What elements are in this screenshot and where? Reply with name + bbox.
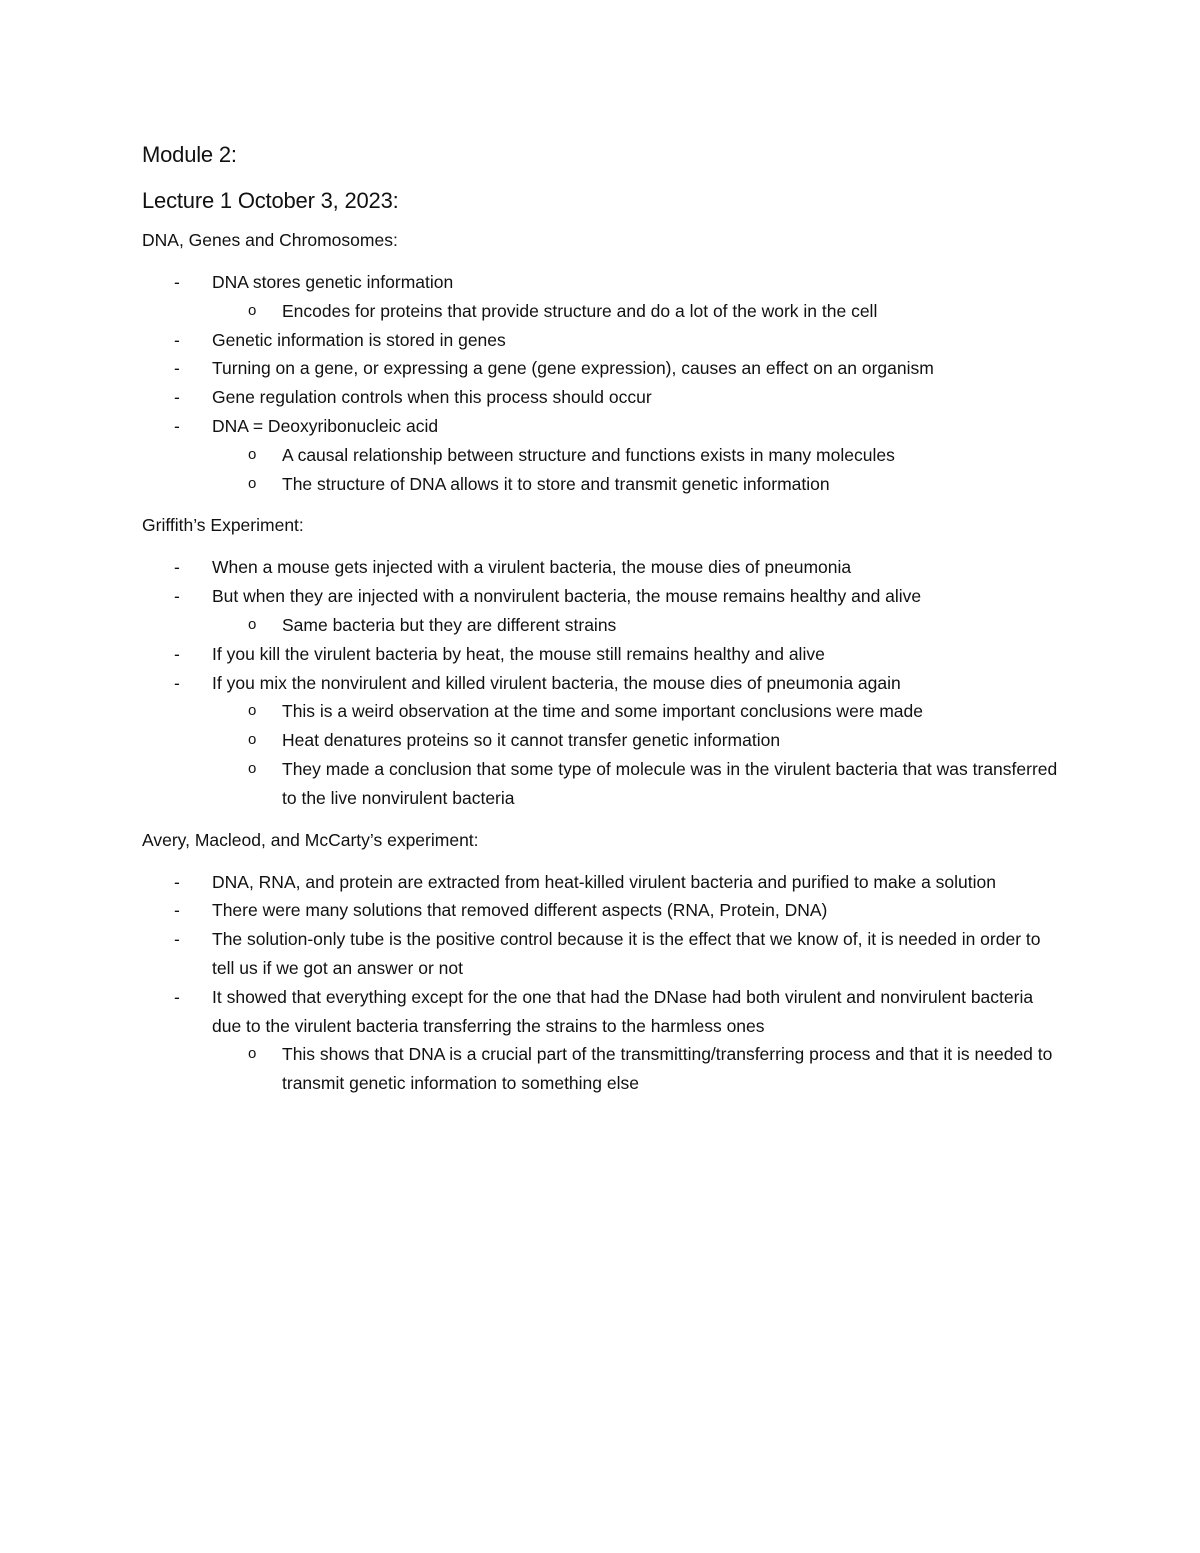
sub-list-item-text: Heat denatures proteins so it cannot transfer genetic information	[282, 730, 781, 751]
circle-bullet-icon: o	[248, 731, 257, 749]
circle-bullet-icon: o	[248, 445, 257, 463]
dash-bullet-icon: -	[174, 272, 180, 292]
list-item	[142, 868, 1062, 897]
list-item	[142, 268, 1062, 326]
dash-bullet-icon: -	[174, 643, 180, 664]
list-item	[142, 983, 1062, 1098]
bullet-list	[142, 868, 1062, 1098]
dash-bullet-icon: -	[174, 557, 180, 578]
dash-bullet-icon: -	[174, 929, 180, 950]
document-body	[142, 138, 1062, 1111]
section-heading: DNA, Genes and Chromosomes:	[142, 230, 398, 250]
section-heading: Avery, Macleod, and McCarty’s experiment:	[142, 829, 479, 850]
list-item-text: It showed that everything except for the one that had the DNase had both virulent and nonvirulent bacteria due to the virulent bacteria transferring the strains to the harmless ones	[212, 986, 1034, 1036]
list-item	[142, 896, 1062, 925]
module-title: Module 2:	[142, 142, 237, 167]
dash-bullet-icon: -	[174, 900, 180, 921]
sub-list-item	[142, 726, 1062, 755]
list-item-text: Turning on a gene, or expressing a gene (gene expression), causes an effect on an organism	[212, 358, 934, 379]
sub-list-item	[142, 697, 1062, 726]
list-item-text: DNA = Deoxyribonucleic acid	[212, 415, 439, 436]
sub-bullet-list	[212, 611, 1062, 640]
sub-list-item	[142, 611, 1062, 640]
sub-list-item-text: This is a weird observation at the time and some important conclusions were made	[282, 701, 923, 722]
circle-bullet-icon: o	[248, 474, 257, 492]
sub-list-item	[142, 297, 1062, 326]
section-heading: Griffith’s Experiment:	[142, 515, 304, 536]
circle-bullet-icon: o	[248, 1045, 257, 1063]
list-item-text: If you mix the nonvirulent and killed virulent bacteria, the mouse dies of pneumonia again	[212, 672, 901, 693]
sub-bullet-list	[212, 1040, 1062, 1098]
list-item-text: But when they are injected with a nonvirulent bacteria, the mouse remains healthy and alive	[212, 586, 922, 607]
sub-list-item-text: This shows that DNA is a crucial part of the transmitting/transferring process and that it is needed to transmit genetic information to something else	[282, 1044, 1053, 1094]
bullet-list	[142, 268, 1062, 498]
dash-bullet-icon: -	[174, 387, 180, 408]
list-item-text: Genetic information is stored in genes	[212, 329, 506, 350]
sub-list-item	[142, 1040, 1062, 1098]
list-item	[142, 640, 1062, 669]
sub-list-item	[142, 470, 1062, 499]
sub-list-item-text: Same bacteria but they are different strains	[282, 614, 617, 635]
sub-list-item-text: Encodes for proteins that provide structure and do a lot of the work in the cell	[282, 300, 878, 321]
list-item-text: DNA, RNA, and protein are extracted from heat-killed virulent bacteria and purified to make a solution	[212, 871, 997, 892]
list-item	[142, 354, 1062, 383]
list-item-text: If you kill the virulent bacteria by heat, the mouse still remains healthy and alive	[212, 643, 825, 664]
list-item	[142, 326, 1062, 355]
list-item-text: Gene regulation controls when this process should occur	[212, 387, 652, 408]
sub-list-item-text: They made a conclusion that some type of molecule was in the virulent bacteria that was transferred to the live nonvirulent bacteria	[282, 758, 1058, 808]
sub-list-item	[142, 755, 1062, 813]
list-item-text: When a mouse gets injected with a virulent bacteria, the mouse dies of pneumonia	[212, 557, 852, 578]
sub-bullet-list	[212, 697, 1062, 812]
dash-bullet-icon: -	[174, 358, 180, 379]
list-item-text: DNA stores genetic information	[212, 272, 454, 292]
sub-bullet-list	[212, 441, 1062, 499]
dash-bullet-icon: -	[174, 329, 180, 350]
sub-list-item-text: The structure of DNA allows it to store and transmit genetic information	[282, 473, 830, 494]
dash-bullet-icon: -	[174, 415, 180, 436]
lecture-title: Lecture 1 October 3, 2023:	[142, 188, 399, 213]
list-item	[142, 669, 1062, 813]
sub-list-item-text: A causal relationship between structure and functions exists in many molecules	[282, 444, 895, 465]
list-item	[142, 582, 1062, 640]
list-item	[142, 553, 1062, 582]
dash-bullet-icon: -	[174, 672, 180, 693]
circle-bullet-icon: o	[248, 759, 257, 777]
dash-bullet-icon: -	[174, 586, 180, 607]
bullet-list	[142, 553, 1062, 812]
list-item	[142, 383, 1062, 412]
circle-bullet-icon: o	[248, 615, 257, 633]
sub-list-item	[142, 441, 1062, 470]
dash-bullet-icon: -	[174, 986, 180, 1007]
dash-bullet-icon: -	[174, 871, 180, 892]
circle-bullet-icon: o	[248, 301, 257, 319]
list-item	[142, 925, 1062, 983]
list-item	[142, 412, 1062, 498]
list-item-text: There were many solutions that removed different aspects (RNA, Protein, DNA)	[212, 900, 828, 921]
circle-bullet-icon: o	[248, 702, 257, 720]
list-item-text: The solution-only tube is the positive control because it is the effect that we know of, it is needed in order to tell us if we got an answer or not	[212, 929, 1041, 978]
notes-sections	[142, 226, 1062, 1098]
sub-bullet-list	[212, 297, 1062, 326]
